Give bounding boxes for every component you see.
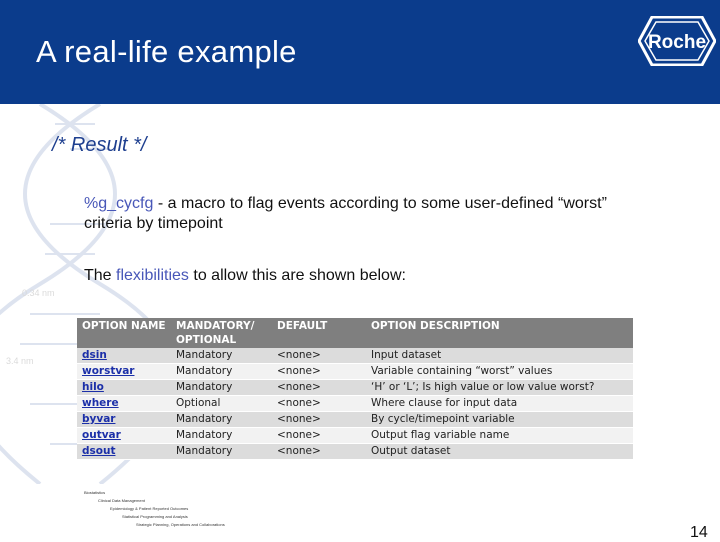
option-name-link[interactable]: byvar [77, 412, 171, 428]
table-cell: Mandatory [171, 364, 272, 380]
option-name-link[interactable]: where [77, 396, 171, 412]
column-header: MANDATORY/ OPTIONAL [171, 318, 272, 348]
macro-description [84, 194, 644, 234]
options-table [77, 318, 633, 460]
table-header-row [77, 318, 633, 348]
dna-label-small: 0.34 nm [22, 288, 55, 298]
footer-line: Epidemiology & Patient Reported Outcomes [110, 506, 189, 511]
table-cell: <none> [272, 412, 366, 428]
footer-line: Statistical Programming and Analysis [122, 514, 188, 519]
page-number: 14 [690, 524, 708, 541]
table-cell: <none> [272, 364, 366, 380]
table-cell: Where clause for input data [366, 396, 633, 412]
macro-description-text: - a macro to flag events according to some user-defined “worst” criteria by timepoint [84, 195, 607, 232]
intro-highlight: flexibilities [116, 267, 189, 284]
table-cell: Input dataset [366, 348, 633, 364]
option-name-link[interactable]: worstvar [77, 364, 171, 380]
option-name-link[interactable]: outvar [77, 428, 171, 444]
slide-title: A real-life example [36, 34, 297, 69]
table-row [77, 412, 633, 428]
table-row [77, 396, 633, 412]
option-name-link[interactable]: dsout [77, 444, 171, 460]
column-header: OPTION NAME [77, 318, 171, 348]
table-row [77, 444, 633, 460]
table-cell: Mandatory [171, 444, 272, 460]
roche-logo-text: Roche [647, 32, 707, 53]
footer-line: Strategic Planning, Operations and Collaborations [136, 522, 225, 527]
table-cell: ‘H’ or ‘L’; Is high value or low value worst? [366, 380, 633, 396]
table-cell: Optional [171, 396, 272, 412]
table-cell: Mandatory [171, 412, 272, 428]
table-row [77, 380, 633, 396]
table-cell: Mandatory [171, 380, 272, 396]
table-cell: Output flag variable name [366, 428, 633, 444]
table-cell: Output dataset [366, 444, 633, 460]
option-name-link[interactable]: hilo [77, 380, 171, 396]
dna-label-large: 3.4 nm [6, 356, 34, 366]
table-cell: By cycle/timepoint variable [366, 412, 633, 428]
roche-logo [638, 16, 716, 66]
footer-line: Biostatistics [84, 490, 106, 495]
table-cell: Variable containing “worst” values [366, 364, 633, 380]
table-row [77, 348, 633, 364]
table-row [77, 364, 633, 380]
footer-line: Clinical Data Management [98, 498, 145, 503]
column-header: DEFAULT [272, 318, 366, 348]
result-heading: /* Result */ [52, 134, 147, 156]
macro-name: %g_cycfg [84, 195, 154, 212]
department-footer [84, 489, 225, 529]
table-cell: <none> [272, 348, 366, 364]
option-name-link[interactable]: dsin [77, 348, 171, 364]
flexibilities-intro [84, 266, 406, 286]
slide-header [0, 0, 720, 104]
intro-before: The [84, 267, 117, 284]
table-cell: <none> [272, 380, 366, 396]
table-cell: Mandatory [171, 428, 272, 444]
column-header: OPTION DESCRIPTION [366, 318, 633, 348]
table-cell: <none> [272, 444, 366, 460]
intro-after: to allow this are shown below: [188, 267, 406, 284]
table-cell: <none> [272, 396, 366, 412]
table-cell: <none> [272, 428, 366, 444]
table-cell: Mandatory [171, 348, 272, 364]
table-row [77, 428, 633, 444]
